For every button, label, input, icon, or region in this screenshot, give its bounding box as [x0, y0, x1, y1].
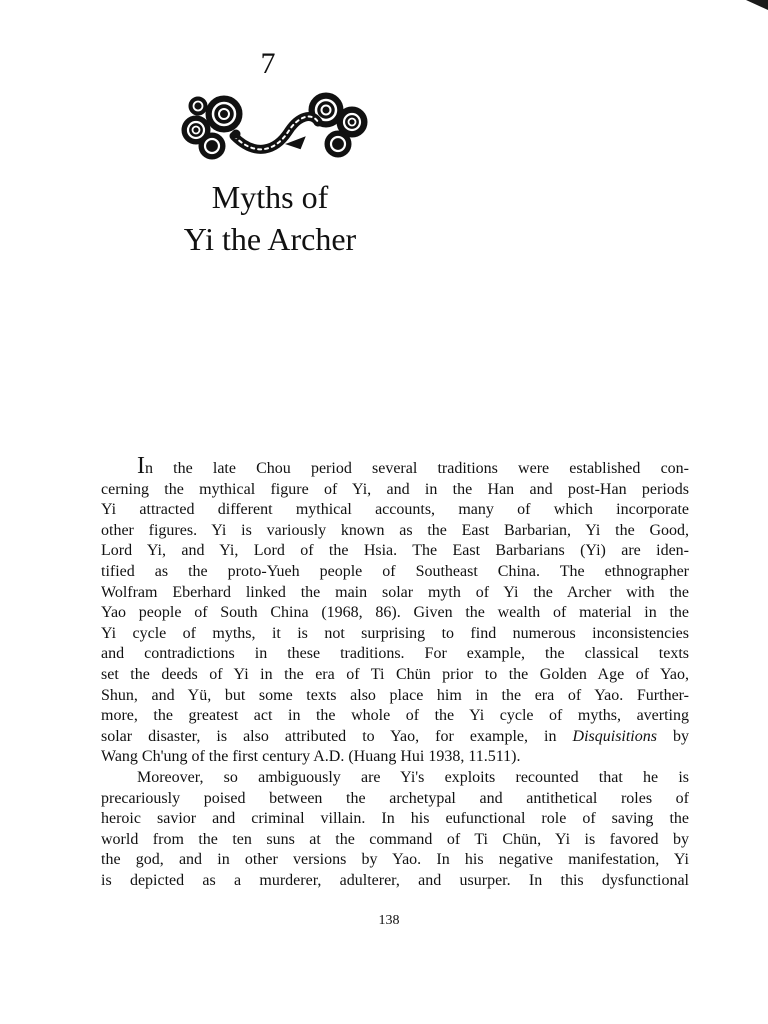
chapter-number: 7 [260, 47, 276, 80]
paragraph-2-line-6: is depicted as a murderer, adulterer, and usurper. In this dysfunctional [101, 871, 689, 889]
paragraph-2-line-1: Moreover, so ambiguously are Yi's exploits recounted that he is [137, 768, 689, 786]
paragraph-1-line-1 [101, 453, 689, 480]
body-text [101, 453, 690, 891]
paragraph-1-line-3: Yi attracted different mythical accounts, many of which incorporate [101, 501, 689, 519]
italic-title: Disquisitions [572, 727, 657, 745]
paragraph-1-line-8: Yao people of South China (1968, 86). Given the wealth of material in the [101, 604, 689, 622]
paragraph-2-line-5: the god, and in other versions by Yao. In his negative manifestation, Yi [101, 851, 689, 869]
line-text: by [656, 727, 690, 745]
scan-corner-shadow [746, 0, 768, 10]
paragraph-1-line-9: Yi cycle of myths, it is not surprising to find numerous inconsistencies [101, 624, 689, 642]
paragraph-2-line-3: heroic savior and criminal villain. In his eufunctional role of saving the [101, 810, 689, 828]
paragraph-1-line-4: other figures. Yi is variously known as the East Barbarian, Yi the Good, [101, 521, 689, 539]
paragraph-1-line-5: Lord Yi, and Yi, Lord of the Hsia. The East Barbarians (Yi) are iden- [101, 542, 689, 560]
line-text: n the late Chou period several traditions were established con- [145, 460, 689, 477]
paragraph-1-line-11: set the deeds of Yi in the era of Ti Chün prior to the Golden Age of Yao, [101, 665, 689, 683]
paragraph-1-line-10: and contradictions in these traditions. For example, the classical texts [101, 645, 689, 663]
paragraph-1 [101, 453, 690, 768]
chapter-title-line-2: Yi the Archer [183, 221, 357, 257]
paragraph-2-line-2: precariously poised between the archetypal and antithetical roles of [101, 789, 689, 807]
paragraph-2 [101, 768, 689, 892]
paragraph-2-line-4: world from the ten suns at the command of Ti Chün, Yi is favored by [101, 830, 689, 848]
drop-cap: I [137, 453, 145, 479]
chapter-title [0, 176, 540, 260]
paragraph-1-line-2: cerning the mythical figure of Yi, and in the Han and post-Han periods [101, 480, 689, 498]
paragraph-1-line-7: Wolfram Eberhard linked the main solar myth of Yi the Archer with the [101, 583, 689, 601]
paragraph-1-line-15: Wang Ch'ung of the first century A.D. (Huang Hui 1938, 11.511). [101, 748, 521, 766]
paragraph-1-line-12: Shun, and Yü, but some texts also place him in the era of Yao. Further- [101, 686, 689, 704]
page-number: 138 [378, 913, 400, 928]
paragraph-1-line-14 [101, 727, 689, 748]
paragraph-1-line-13: more, the greatest act in the whole of the Yi cycle of myths, averting [101, 707, 689, 725]
chapter-title-line-1: Myths of [211, 179, 329, 215]
cloud-scroll-dragon-ornament-icon [176, 88, 370, 164]
paragraph-1-line-6: tified as the proto-Yueh people of Southeast China. The ethnographer [101, 562, 689, 580]
line-text: solar disaster, is also attributed to Yao, for example, in [101, 727, 573, 745]
